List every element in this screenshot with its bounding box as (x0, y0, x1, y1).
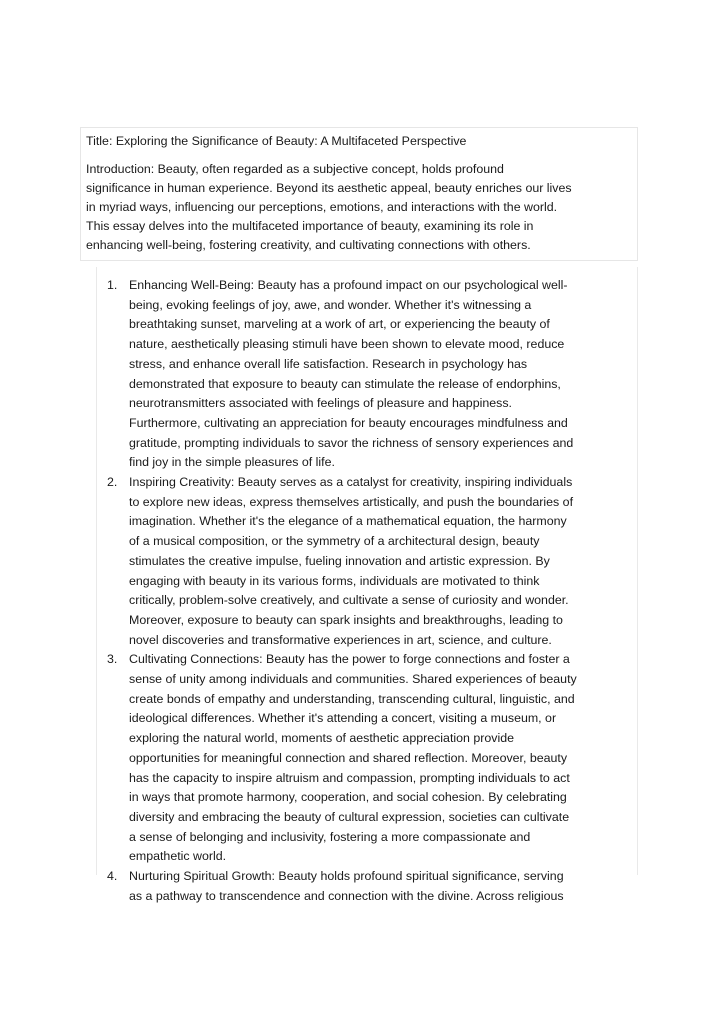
text-line: gratitude, prompting individuals to savor the richness of sensory experiences and (129, 435, 574, 450)
text-line: Enhancing Well-Being: Beauty has a profound impact on our psychological well- (129, 278, 568, 292)
text-line: diversity and embracing the beauty of cultural expression, societies can cultivate (129, 809, 570, 824)
text-line: neurotransmitters associated with feelings of pleasure and happiness. (129, 396, 512, 411)
intro-block (80, 127, 638, 261)
text-line: being, evoking feelings of joy, awe, and wonder. Whether it's witnessing a (129, 297, 532, 312)
text-line: has the capacity to inspire altruism and compassion, prompting individuals to act (129, 770, 570, 785)
document-title: Title: Exploring the Significance of Beauty: A Multifaceted Perspective (86, 134, 467, 148)
text-line: stimulates the creative impulse, fueling innovation and artistic expression. By (129, 553, 550, 568)
introduction-paragraph (86, 160, 632, 255)
text-line: critically, problem-solve creatively, and cultivate a sense of curiosity and wonder. (129, 593, 569, 608)
list-item-number: 1. (107, 278, 118, 292)
text-line: find joy in the simple pleasures of life. (129, 455, 335, 470)
intro-line: enhancing well-being, fostering creativity, and cultivating connections with others. (86, 238, 531, 252)
text-line: imagination. Whether it's the elegance of a mathematical equation, the harmony (129, 514, 567, 529)
text-line: stress, and enhance overall life satisfaction. Research in psychology has (129, 356, 528, 371)
text-line: Furthermore, cultivating an appreciation for beauty encourages mindfulness and (129, 415, 568, 430)
list-item-number: 4. (107, 869, 118, 884)
list-item-inspiring-creativity (97, 473, 627, 650)
text-line: of a musical composition, or the symmetry of a architectural design, beauty (129, 534, 540, 549)
list-item-number: 3. (107, 652, 118, 667)
text-line: breathtaking sunset, marveling at a work of art, or experiencing the beauty of (129, 317, 550, 332)
text-line: ideological differences. Whether it's attending a concert, visiting a museum, or (129, 711, 557, 726)
list-item-text (129, 473, 627, 650)
list-item-nurturing-spiritual-growth (97, 867, 627, 906)
text-line: create bonds of empathy and understanding, transcending cultural, linguistic, and (129, 691, 575, 706)
text-line: nature, aesthetically pleasing stimuli have been shown to elevate mood, reduce (129, 337, 565, 352)
text-line: opportunities for meaningful connection and shared reflection. Moreover, beauty (129, 750, 568, 765)
intro-line: This essay delves into the multifaceted importance of beauty, examining its role in (86, 219, 534, 233)
text-line: Cultivating Connections: Beauty has the power to forge connections and foster a (129, 652, 570, 667)
essay-sections-list (97, 267, 637, 907)
text-line: empathetic world. (129, 849, 227, 864)
text-line: engaging with beauty in its various forms, individuals are motivated to think (129, 573, 540, 588)
text-line: sense of unity among individuals and communities. Shared experiences of beauty (129, 672, 577, 687)
text-line: as a pathway to transcendence and connection with the divine. Across religious (129, 888, 564, 903)
text-line: Nurturing Spiritual Growth: Beauty holds profound spiritual significance, serving (129, 869, 564, 884)
list-item-text (129, 867, 627, 906)
text-line: a sense of belonging and inclusivity, fostering a more compassionate and (129, 829, 531, 844)
list-item-enhancing-well-being (97, 276, 627, 473)
list-item-text (129, 276, 627, 473)
list-item-number: 2. (107, 475, 118, 490)
intro-line: significance in human experience. Beyond its aesthetic appeal, beauty enriches our lives (86, 181, 572, 195)
text-line: to explore new ideas, express themselves artistically, and push the boundaries of (129, 494, 574, 509)
intro-line: Introduction: Beauty, often regarded as a subjective concept, holds profound (86, 162, 504, 176)
numbered-list-block (96, 267, 638, 903)
intro-line: in myriad ways, influencing our perceptions, emotions, and interactions with the world. (86, 200, 558, 214)
text-line: in ways that promote harmony, cooperation, and social cohesion. By celebrating (129, 790, 567, 805)
text-line: Inspiring Creativity: Beauty serves as a catalyst for creativity, inspiring individuals (129, 475, 573, 490)
text-line: demonstrated that exposure to beauty can stimulate the release of endorphins, (129, 376, 561, 391)
text-line: exploring the natural world, moments of aesthetic appreciation provide (129, 731, 515, 746)
list-item-cultivating-connections (97, 650, 627, 867)
list-item-text (129, 650, 627, 867)
text-line: Moreover, exposure to beauty can spark insights and breakthroughs, leading to (129, 612, 563, 627)
text-line: novel discoveries and transformative experiences in art, science, and culture. (129, 632, 552, 647)
